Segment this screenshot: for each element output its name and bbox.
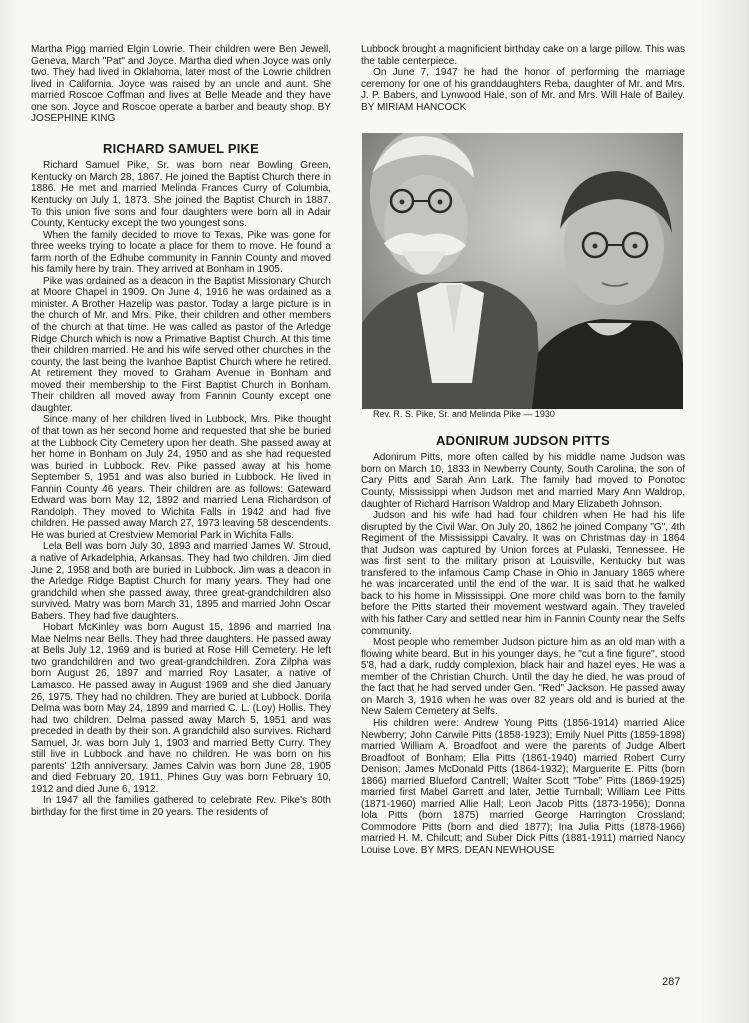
continuation-paragraph-2: On June 7, 1947 he had the honor of performing the marriage ceremony for one of his granddaughters Reba, daughter of Mr. and Mrs. J. P. Babers, and Lynwood Hale, son of Mr. and Mrs. Will Hale of Bailey. BY MIRIAM HANCOCK	[361, 67, 685, 113]
paragraph: Hobart McKinley was born August 15, 1896 and married Ina Mae Nelms near Bells. They had three daughters. He passed away at Bells July 12, 1969 and is buried at Rose Hill Cemetery. He left two grandchildren and two great-grandchildren. Zora Zilpha was born August 26, 1897 and married Roy Lasater, a native of Lamasco. He passed away in August 1969 and she died January 26, 1975. They had no children. They are buried at Lubbock. Dorila Delma was born May 24, 1899 and married C. L. (Loy) Hollis. They had two children. Delma passed away March 5, 1951 and was preceded in death by their son. A grandchild also survives. Richard Samuel, Jr. was born July 1, 1903 and married Betty Curry. They still live in Lubbock and have no children. He was born on his parents' 12th anniversary. James Calvin was born June 28, 1905 and died February 20, 1911. Phines Guy was born February 10, 1912 and died June 6, 1912.	[31, 622, 331, 795]
intro-paragraph: Martha Pigg married Elgin Lowrie. Their children were Ben Jewell, Geneva, March "Pat" and Joyce. Martha died when Joyce was only two. They had lived in Oklahoma, later most of the Lowrie children lived in California. Joyce was raised by an uncle and aunt. She married Roscoe Coffman and lives at Belle Meade and they have one son. Joyce and Roscoe operate a barber and beauty shop. BY JOSEPHINE KING	[31, 44, 331, 125]
section-heading-pike: RICHARD SAMUEL PIKE	[103, 140, 259, 156]
paragraph: In 1947 all the families gathered to celebrate Rev. Pike's 80th birthday for the first time in 20 years. The residents of	[31, 795, 331, 818]
portrait-photo-drawing	[362, 133, 683, 409]
page-number: 287	[662, 976, 681, 988]
continuation-paragraph: Lubbock brought a magnificient birthday cake on a large pillow. This was the table centerpiece.	[361, 44, 685, 67]
paragraph: His children were: Andrew Young Pitts (1856-1914) married Alice Newberry; John Carwile Pitts (1858-1923); Emily Nuel Pitts (1859-1898) married William A. Broadfoot and were the parents of Judge Albert Broadfoot of Bonham; Ella Pitts (1861-1940) married Robert Curry Denison; James McDonald Pitts (1864-1932); Marguerite E. Pitts (born 1866) married Blueford Cantrell; Walter Scott "Tobe" Pitts (1869-1925) married first Mabel Garrett and later, Jettie Turnball; William Lee Pitts (1871-1960) married Allie Hall; Leon Jacob Pitts (1873-1956); Donna Iola Pitts (born 1875) married George Harrington Crossland; Commodore Pitts (born and died 1877); Ina Julia Pitts (1878-1966) married H. M. Chilcutt; and Suber Dick Pitts (1881-1911) married Nancy Louise Love. BY MRS. DEAN NEWHOUSE	[361, 717, 685, 856]
paragraph: When the family decided to move to Texas, Pike was gone for three weeks trying to locate a place for them to move. He found a farm north of the Edhube community in Fannin County and moved his family here by train. They arrived at Bonham in 1905.	[31, 229, 331, 276]
portrait-photo	[362, 133, 683, 409]
section-heading-pitts: ADONIRUM JUDSON PITTS	[436, 432, 610, 448]
paragraph: Most people who remember Judson picture him as an old man with a flowing white beard. But in his younger days, he "cut a fine figure", stood 5'8, had a dark, ruddy complexion, black hair and hazel eyes. He was a member of the Christian Church. Until the day he died, he was proud of the fact that he had served under Gen. "Red" Jackson. He passed away on March 3, 1916 when he was over 82 years old and is buried at the New Salem Cemetery at Selfs.	[361, 637, 685, 718]
paragraph: Since many of her children lived in Lubbock, Mrs. Pike thought of that town as her second home and requested that she be buried at the Lubbock City Cemetery upon her death. She passed away at her home in Bonham on July 24, 1950 and as she had requested was buried in Lubbock. Rev. Pike passed away at his home September 5, 1951 and was also buried in Lubbock. He lived in Fannin County 46 years. Their children are as follows: Gateward Edward was born May 12, 1892 and married Lena Richardson of Randolph. They moved to Wichita Falls in 1942 and had five children. He passed away March 27, 1973 leaving 58 descendents. He was buried at Crestview Memorial Park in Wichita Falls.	[31, 414, 331, 541]
paragraph: Richard Samuel Pike, Sr. was born near Bowling Green, Kentucky on March 28, 1867. He joined the Baptist Church there in 1886. He met and married Melinda Frances Curry of Columbia, Kentucky on July 1, 1873. She joined the Baptist Church in 1887. To this union five sons and four daughters were born all in Adair County, Kentucky except the two youngest sons.	[31, 160, 331, 230]
left-column	[31, 44, 331, 819]
paragraph: Lela Bell was born July 30, 1893 and married James W. Stroud, a native of Arkadelphia, Arkansas. They had two children. Jim died June 2, 1958 and both are buried in Lubbock. Jim was a deacon in the Arledge Ridge Baptist Church for many years. They had one grandchild when she passed away, three great-grandchildren also survived. Matry was born March 31, 1895 and married John Oscar Babers. They had five daughters.	[31, 541, 331, 622]
paragraph: Pike was ordained as a deacon in the Baptist Missionary Church at Moore Chapel in 1909. On June 4, 1916 he was ordained as a minister. A Brother Hazelip was pastor. Today a large picture is in the church of Mr. and Mrs. Pike, their children and other members of the church at that time. He was called as pastor of the Arledge Ridge Church which is now a Primative Baptist Church. At this time their children married. He and his wife served other churches in the county, the last being the Ivanhoe Baptist Church where he retired. At retirement they moved to Graham Avenue in Bonham and moved their membership to the First Baptist Church in Bonham. Their children all moved away from Fannin County except one daughter.	[31, 275, 331, 414]
photo-caption: Rev. R. S. Pike, Sr. and Melinda Pike — 1930	[373, 409, 555, 420]
paragraph: Judson and his wife had had four children when He had his life disrupted by the Civil War. On July 20, 1862 he joined Company "G", 4th Regiment of the Mississippi Cavalry. It was on Christmas day in 1864 that Judson was captured by Union forces at Pulaski, Tennessee. He was first sent to the military prison at Louisville, Kentucky but was transfered to the infamous Camp Chase in Ohio in January 1865 where he was incarcerated until the end of the war. It is said that he walked back to his home in Mississippi. One more child was born to the family before the Pitts started their movement westward again. They traveled with his father Cary and settled near him in Fannin County near the Selfs community.	[361, 510, 685, 637]
paragraph: Adonirum Pitts, more often called by his middle name Judson was born on March 10, 1833 in Newberry County, South Carolina, the son of Cary Pitts and Sarah Ann Lark. The family had moved to Ponotoc County, Mississippi when Judson met and married Mary Ann Waldrop, daughter of Richard Harrison Waldrop and Mary Elizabeth Johnson.	[361, 452, 685, 510]
right-column	[361, 44, 685, 857]
